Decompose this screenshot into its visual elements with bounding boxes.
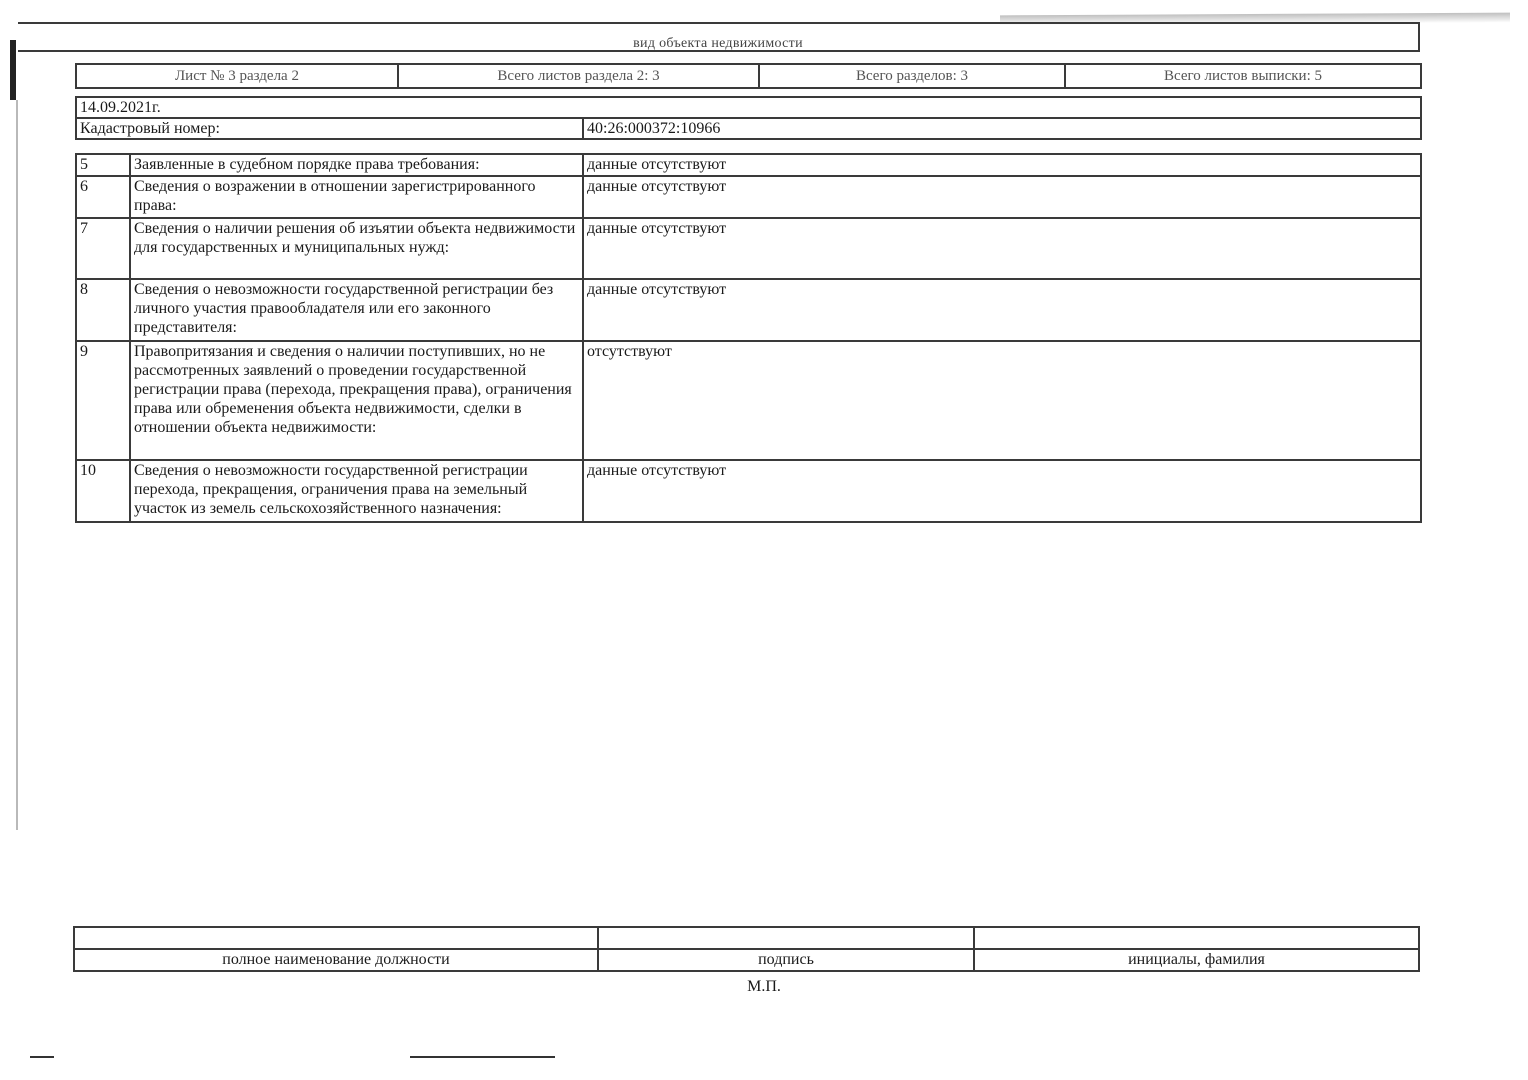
scan-dash [410,1056,555,1058]
table-row [76,279,1421,341]
signature-blank [598,927,974,949]
sheet-info-table [75,63,1422,89]
scan-edge-line [16,100,18,830]
row-number: 8 [76,279,130,341]
position-blank [74,927,598,949]
signature-table [73,926,1420,972]
name-caption: инициалы, фамилия [974,949,1419,971]
row-value: данные отсутствуют [583,279,1421,341]
row-label: Заявленные в судебном порядке права требования: [130,154,583,176]
scan-dash [30,1056,54,1058]
section-sheets-total: Всего листов раздела 2: 3 [398,64,759,88]
table-row [76,341,1421,460]
row-value: данные отсутствуют [583,176,1421,218]
rights-table [75,153,1422,523]
scan-edge-mark [10,40,16,100]
row-label: Сведения о невозможности государственной регистрации перехода, прекращения, ограничения права на земельный участок из земель сельскохозяйственного назначения: [130,460,583,522]
sheet-number: Лист № 3 раздела 2 [76,64,398,88]
extract-date: 14.09.2021г. [76,97,1421,118]
row-number: 7 [76,218,130,279]
table-row [76,154,1421,176]
name-blank [974,927,1419,949]
row-value: отсутствуют [583,341,1421,460]
row-value: данные отсутствуют [583,218,1421,279]
stamp-place-label: М.П. [747,978,781,995]
row-label: Сведения о невозможности государственной регистрации без личного участия правообладателя или его законного представителя: [130,279,583,341]
row-number: 5 [76,154,130,176]
position-caption: полное наименование должности [74,949,598,971]
cadastral-label: Кадастровый номер: [76,118,583,139]
table-row [76,460,1421,522]
table-row [76,176,1421,218]
row-value: данные отсутствуют [583,154,1421,176]
row-number: 9 [76,341,130,460]
extract-sheets-total: Всего листов выписки: 5 [1065,64,1421,88]
object-type-title: вид объекта недвижимости [18,22,1420,52]
row-label: Сведения о наличии решения об изъятии объекта недвижимости для государственных и муниципальных нужд: [130,218,583,279]
cadastral-number: 40:26:000372:10966 [583,118,1421,139]
row-label: Правопритязания и сведения о наличии поступивших, но не рассмотренных заявлений о проведении государственной регистрации права (перехода, прекращения права), ограничения права или обременения объекта недвижимости, сделки в отношении объекта недвижимости: [130,341,583,460]
row-value: данные отсутствуют [583,460,1421,522]
table-row [76,218,1421,279]
meta-table [75,96,1422,140]
row-number: 6 [76,176,130,218]
sections-total: Всего разделов: 3 [759,64,1065,88]
row-number: 10 [76,460,130,522]
signature-caption: подпись [598,949,974,971]
row-label: Сведения о возражении в отношении зарегистрированного права: [130,176,583,218]
